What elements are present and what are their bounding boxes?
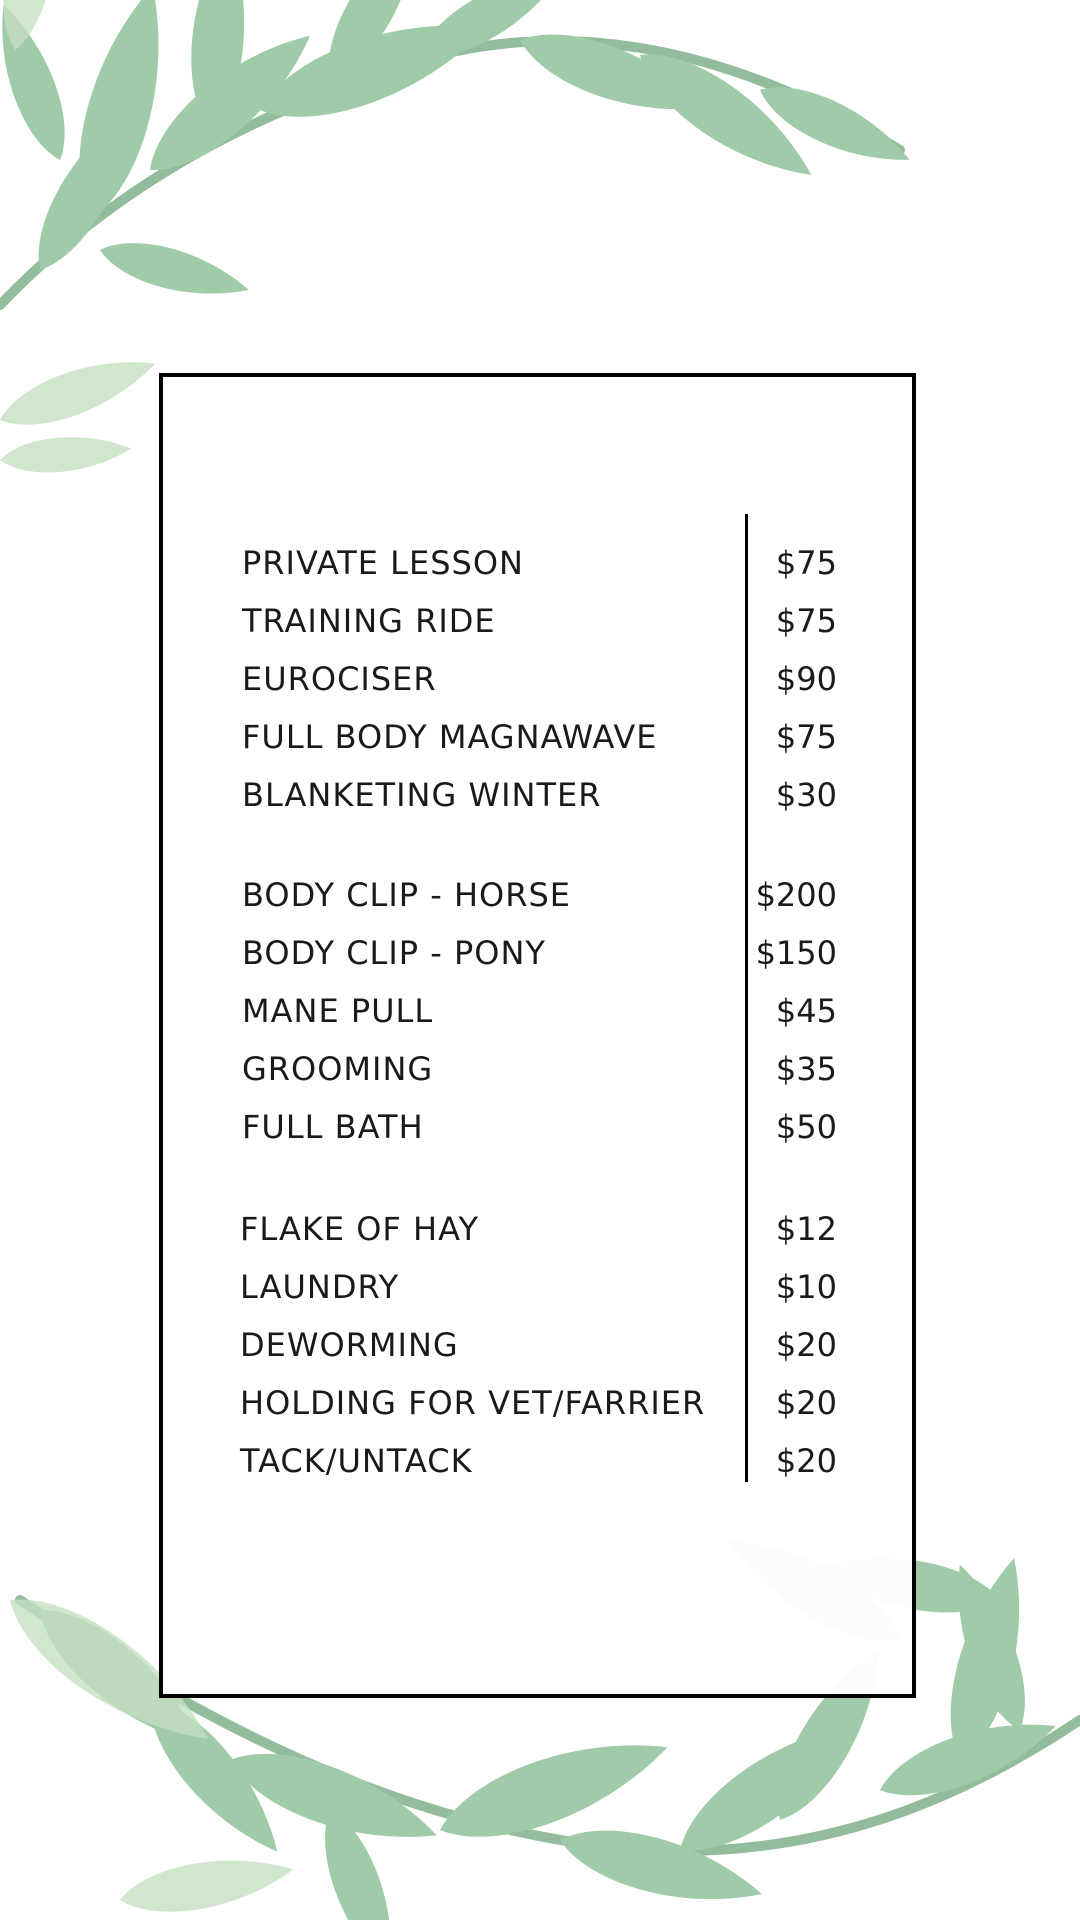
list-item [242, 927, 837, 979]
service-price: $20 [775, 1326, 837, 1364]
list-item [240, 1435, 837, 1487]
service-name: FLAKE OF HAY [240, 1210, 480, 1248]
list-item [242, 869, 837, 921]
list-item [242, 653, 837, 705]
service-price: $10 [775, 1268, 837, 1306]
list-item [242, 537, 837, 589]
service-price: $90 [775, 660, 837, 698]
service-name: MANE PULL [242, 992, 434, 1030]
service-price: $75 [775, 602, 837, 640]
service-name: GROOMING [242, 1050, 434, 1088]
list-item [240, 1319, 837, 1371]
service-price: $200 [755, 876, 837, 914]
list-item [240, 1377, 837, 1429]
list-item [242, 711, 837, 763]
service-price: $20 [775, 1384, 837, 1422]
service-name: TACK/UNTACK [240, 1442, 473, 1480]
service-name: HOLDING FOR VET/FARRIER [240, 1384, 706, 1422]
list-item [242, 595, 837, 647]
service-price: $35 [775, 1050, 837, 1088]
service-name: PRIVATE LESSON [242, 544, 524, 582]
service-name: EUROCISER [242, 660, 437, 698]
service-price: $30 [775, 776, 837, 814]
list-item [242, 1101, 837, 1153]
service-name: FULL BODY MAGNAWAVE [242, 718, 658, 756]
service-price: $75 [775, 718, 837, 756]
service-name: TRAINING RIDE [242, 602, 496, 640]
list-item [242, 1043, 837, 1095]
service-name: BODY CLIP - PONY [242, 934, 546, 972]
list-item [242, 769, 837, 821]
service-name: BODY CLIP - HORSE [242, 876, 571, 914]
service-name: FULL BATH [242, 1108, 424, 1146]
service-name: BLANKETING WINTER [242, 776, 602, 814]
service-name: LAUNDRY [240, 1268, 400, 1306]
service-price: $50 [775, 1108, 837, 1146]
list-item [240, 1203, 837, 1255]
service-price: $150 [755, 934, 837, 972]
list-item [242, 985, 837, 1037]
service-price: $75 [775, 544, 837, 582]
service-price: $12 [775, 1210, 837, 1248]
service-price: $45 [775, 992, 837, 1030]
list-item [240, 1261, 837, 1313]
service-name: DEWORMING [240, 1326, 459, 1364]
service-price: $20 [775, 1442, 837, 1480]
